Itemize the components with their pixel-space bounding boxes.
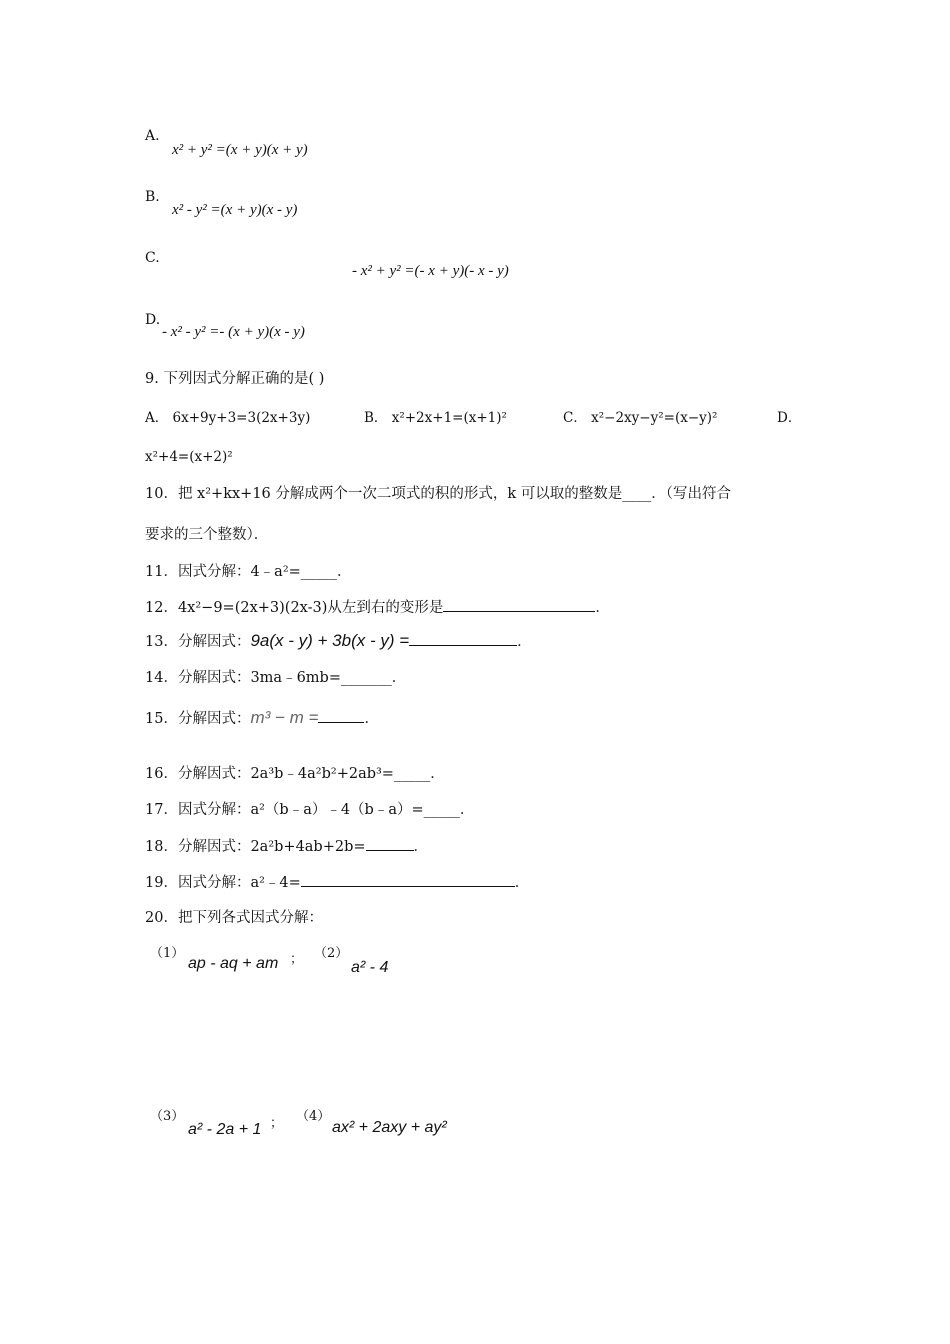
option-a-expression: x² + y² =(x + y)(x + y) [172,142,308,158]
question-15: 15．分解因式：m³ − m = ． [145,708,379,727]
question-9-option-c: C． x²−2xy−y²=(x−y)² [563,410,718,426]
question-19-prefix: 19．因式分解：a²﹣4= [145,875,301,891]
question-13-prefix: 13．分解因式： [145,634,251,650]
question-9-stem: 9. 下列因式分解正确的是( ) [145,371,325,387]
question-16: 16．分解因式：2a³b﹣4a²b²+2ab³=_____． [145,766,445,782]
question-9-option-a: A． 6x+9y+3=3(2x+3y) [145,410,311,426]
option-c-expression: - x² + y² =(- x + y)(- x - y) [352,263,509,279]
option-a-label: A. [145,128,160,144]
option-c-label: C. [145,250,160,266]
question-12: 12．4x²−9=(2x+3)(2x-3)从左到右的变形是 ． [145,597,610,618]
question-14: 14．分解因式：3ma﹣6mb=_______． [145,670,407,686]
question-18-prefix: 18．分解因式：2a²b+4ab+2b= [145,839,366,855]
question-19-answer-blank[interactable] [301,872,515,887]
question-19: 19．因式分解：a²﹣4= ． [145,872,529,893]
option-d-label: D. [145,312,161,328]
option-b-label: B. [145,189,160,205]
question-20-part-4-expression: ax² + 2axy + ay² [332,1119,447,1136]
question-13: 13．分解因式：9a(x - y) + 3b(x - y) = ． [145,631,532,650]
question-20-stem: 20．把下列各式因式分解： [145,910,323,926]
question-18-answer-blank[interactable] [366,836,414,851]
question-12-answer-blank[interactable] [443,597,595,612]
question-10-line-1: 10．把 x²+kx+16 分解成两个一次二项式的积的形式，k 可以取的整数是____．（写出符合 [145,486,732,502]
worksheet-page: A. x² + y² =(x + y)(x + y) B. x² - y² =(x + y)(x - y) C. - x² + y² =(- x + y)(- x - y) D. - x² - y² =- (x + y)(x - y) 9. 下列因式分解正确的是( ) A． 6x+9y+3=3(2x+3y) B． x²+2x+1=(x+1)² C． x²−2xy−y²=(x−y)² D． x²+4=(x+2)² 10．把 x²+kx+16 分解成两个一次二项式的积的形式，k 可以取的整数是____．（写出符合 要求的三个整数）． 11．因式分解：4﹣a²=_____． 12．4x²−9=(2x+3)(2x-3)从左到右的变形是 ． 13．分解因式：9a(x - y) + 3b(x - y) = ． 14．分解因式：3ma﹣6mb=_______． 15．分解因式：m³ − m = ． 16．分解因式：2a³b﹣4a²b²+2ab³=_____． 17．因式分解：a²（b﹣a）﹣4（b﹣a）=_____． 18．分解因式：2a²b+4ab+2b= ． 19．因式分解：a²﹣4= ． 20．把下列各式因式分解： （1） ap - aq + am ； （2） a² - 4 （3） a² - 2a + 1 ； （4） ax² + 2axy + ay² [145,128,802,1138]
question-9-option-b: B． x²+2x+1=(x+1)² [364,410,507,426]
question-12-text: 12．4x²−9=(2x+3)(2x-3)从左到右的变形是 [145,600,444,616]
question-13-answer-blank[interactable] [409,631,517,646]
question-10-line-2: 要求的三个整数）． [145,527,269,543]
question-15-expression: m³ − m = [250,708,319,727]
question-15-prefix: 15．分解因式： [145,711,251,727]
question-9-option-d-continued: x²+4=(x+2)² [145,449,233,465]
question-20-part-3-label: （3） [150,1109,185,1124]
question-11: 11．因式分解：4﹣a²=_____． [145,564,352,580]
question-20-part-2-expression: a² - 4 [351,959,389,976]
question-20-part-4-label: （4） [296,1109,331,1124]
question-9-option-d: D． [777,410,802,426]
question-13-expression: 9a(x - y) + 3b(x - y) = [250,631,410,650]
question-17: 17．因式分解：a²（b﹣a）﹣4（b﹣a）=_____． [145,802,475,818]
option-d-expression: - x² - y² =- (x + y)(x - y) [162,324,305,340]
question-15-answer-blank[interactable] [318,708,364,723]
question-20-part-2-label: （2） [314,946,349,961]
question-20-part-3-expression: a² - 2a + 1 [188,1121,262,1138]
option-b-expression: x² - y² =(x + y)(x - y) [172,202,298,218]
question-20-part-1-label: （1） [150,946,185,961]
question-18: 18．分解因式：2a²b+4ab+2b= ． [145,836,428,857]
question-20-part-1-expression: ap - aq + am [188,955,279,972]
